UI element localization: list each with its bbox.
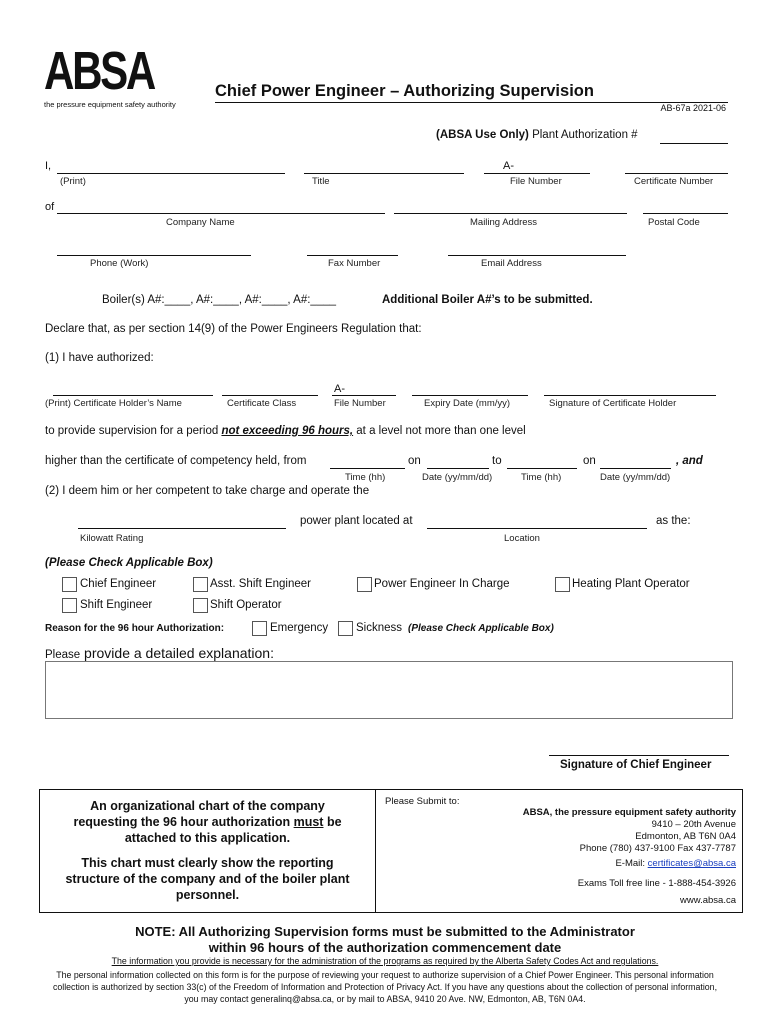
title-rule [215,102,728,103]
power-engineer-in-charge-checkbox[interactable] [357,577,372,592]
fax-label: Fax Number [328,258,381,269]
holder-name-field[interactable] [53,395,213,396]
org-chart-para-1 [58,798,357,846]
holder-signature-field[interactable] [544,395,716,396]
positions-heading: (Please Check Applicable Box) [45,557,213,569]
logo-text: ABSA [44,41,154,101]
kilowatt-label: Kilowatt Rating [80,533,144,544]
company-name-field[interactable] [57,213,385,214]
fax-field[interactable] [307,255,398,256]
reason-note: (Please Check Applicable Box) [408,623,554,634]
from-time-field[interactable] [330,468,405,469]
submit-phone: Phone (780) 437-9100 Fax 437-7787 [579,843,736,854]
to-text: to [492,455,502,467]
phone-field[interactable] [57,255,251,256]
submit-email-link[interactable]: certificates@absa.ca [647,858,736,869]
file-number-label: File Number [510,176,562,187]
holder-name-label: (Print) Certificate Holder’s Name [45,398,182,409]
submit-email-row [615,858,736,869]
location-label: Location [504,533,540,544]
explanation-rest: provide a detailed explanation: [80,645,274,661]
postal-code-field[interactable] [643,213,728,214]
footer-info: The information you provide is necessary for the administration of the programs as required by the Alberta Safety Codes Act and regulations. [111,956,659,966]
shift-engineer-checkbox[interactable] [62,598,77,613]
power-engineer-in-charge-label: Power Engineer In Charge [374,578,510,590]
supervision-text [45,425,526,437]
org-chart-para-2: This chart must clearly show the reporting structure of the company and of the boiler plant personnel. [65,856,350,902]
chief-signature-field[interactable] [549,755,729,756]
time-label-2: Time (hh) [521,472,562,483]
reason-label: Reason for the 96 hour Authorization: [45,623,225,634]
org-chart-p1b: be attached to this application. [124,815,342,845]
company-name-label: Company Name [166,217,235,228]
submit-address-1: 9410 – 20th Avenue [651,819,736,830]
org-chart-must: must [293,815,324,829]
email-field[interactable] [448,255,626,256]
submit-email-prefix: E-Mail: [615,858,648,869]
title-label: Title [312,176,330,187]
footer-note-2: within 96 hours of the authorization commencement date [208,940,562,955]
certificate-number-field[interactable] [625,173,728,174]
submit-box [376,789,743,913]
mailing-address-label: Mailing Address [470,217,538,228]
from-date-field[interactable] [427,468,489,469]
and-text: , and [676,455,703,467]
explanation-box[interactable] [45,661,733,719]
holder-file-label: File Number [334,398,386,409]
submit-address-2: Edmonton, AB T6N 0A4 [635,831,736,842]
heating-plant-operator-checkbox[interactable] [555,577,570,592]
org-chart-box [39,789,376,913]
date-label-2: Date (yy/mm/dd) [600,472,671,483]
on-1: on [408,455,421,467]
file-number-field[interactable] [484,173,590,174]
shift-engineer-label: Shift Engineer [80,599,153,611]
phone-label: Phone (Work) [90,258,149,269]
date-label-1: Date (yy/mm/dd) [422,472,493,483]
shift-operator-label: Shift Operator [210,599,282,611]
chief-engineer-label: Chief Engineer [80,578,157,590]
supervision-post: at a level not more than one level [353,425,526,437]
on-2: on [583,455,596,467]
file-prefix: A- [503,160,514,172]
absa-use-rest: Plant Authorization # [528,129,638,141]
postal-code-label: Postal Code [648,217,700,228]
sickness-checkbox[interactable] [338,621,353,636]
page-title: Chief Power Engineer – Authorizing Supervision [215,82,594,100]
print-label: (Print) [60,176,86,187]
chief-signature-label: Signature of Chief Engineer [560,759,712,771]
asst-shift-engineer-label: Asst. Shift Engineer [210,578,311,590]
submit-heading: Please Submit to: [385,796,460,807]
declare-text: Declare that, as per section 14(9) of the Power Engineers Regulation that: [45,323,422,335]
i-prefix: I, [45,160,52,172]
emergency-label: Emergency [270,622,329,634]
to-date-field[interactable] [600,468,671,469]
holder-signature-label: Signature of Certificate Holder [549,398,677,409]
absa-use-bold: (ABSA Use Only) [436,129,529,141]
mailing-address-field[interactable] [394,213,627,214]
logo-tagline: the pressure equipment safety authority [44,100,176,109]
of-prefix: of [45,201,55,213]
heating-plant-operator-label: Heating Plant Operator [572,578,690,590]
location-field[interactable] [427,528,647,529]
form-code: AB-67a 2021-06 [660,103,726,113]
email-label: Email Address [481,258,542,269]
boiler-numbers: Boiler(s) A#:____, A#:____, A#:____, A#:____ [102,294,337,306]
footer-privacy: The personal information collected on this form is for the purpose of reviewing your request to authorize supervision of a Chief Power Engineer. This personal information collection is authorized by section 33(c) of the Freedom of Information and Protection of Privacy Act. If you have any questions about the collection of personal information, you may contact generalinq@absa.ca, or by mail to ABSA, 9410 20 Ave. NW, Edmonton, AB, T6N 0A4. [52,970,718,1004]
holder-file-prefix: A- [334,383,345,395]
org-chart-p1a: An organizational chart of the company requesting the 96 hour authorization [73,799,325,829]
time-label-1: Time (hh) [345,472,386,483]
submit-tollfree: Exams Toll free line - 1-888-454-3926 [577,878,736,889]
plant-authorization-field[interactable] [660,143,728,144]
holder-file-field[interactable] [332,395,396,396]
higher-text: higher than the certificate of competency held, from [45,455,307,467]
supervision-pre: to provide supervision for a period [45,425,222,437]
shift-operator-checkbox[interactable] [193,598,208,613]
to-time-field[interactable] [507,468,577,469]
item-1: (1) I have authorized: [45,352,154,364]
asst-shift-engineer-checkbox[interactable] [193,577,208,592]
certificate-class-label: Certificate Class [227,398,297,409]
title-field[interactable] [304,173,464,174]
certificate-number-label: Certificate Number [634,176,714,187]
sickness-label: Sickness [356,622,403,634]
as-the: as the: [656,515,691,527]
explanation-please: Please [45,649,81,661]
expiry-date-label: Expiry Date (mm/yy) [424,398,511,409]
submit-org: ABSA, the pressure equipment safety authority [522,807,736,818]
footer-note-1: NOTE: All Authorizing Supervision forms must be submitted to the Administrator [135,924,635,939]
item-2: (2) I deem him or her competent to take charge and operate the [45,485,370,497]
absa-logo [44,41,194,114]
emergency-checkbox[interactable] [252,621,267,636]
certificate-class-field[interactable] [222,395,318,396]
supervision-emphasis: not exceeding 96 hours, [221,425,354,437]
submit-web: www.absa.ca [680,895,736,906]
expiry-date-field[interactable] [412,395,528,396]
chief-engineer-checkbox[interactable] [62,577,77,592]
absa-use-only [436,129,638,141]
additional-boilers: Additional Boiler A#’s to be submitted. [382,294,593,306]
plant-text: power plant located at [300,515,413,527]
kilowatt-rating-field[interactable] [78,528,286,529]
print-name-field[interactable] [57,173,285,174]
